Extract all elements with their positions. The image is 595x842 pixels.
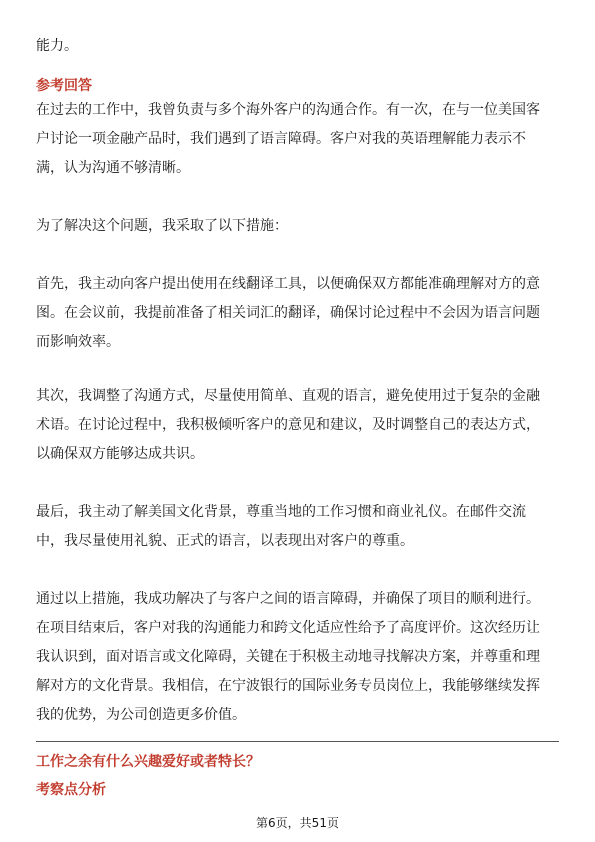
paragraph-1-line-3: 满，认为沟通不够清晰。: [36, 160, 190, 176]
paragraph-3-line-2: 图。在会议前，我提前准备了相关词汇的翻译，确保讨论过程中不会因为语言问题: [36, 305, 540, 321]
paragraph-3-line-1: 首先，我主动向客户提出使用在线翻译工具，以便确保双方都能准确理解对方的意: [36, 276, 540, 292]
paragraph-4-line-1: 其次，我调整了沟通方式，尽量使用简单、直观的语言，避免使用过于复杂的金融: [36, 388, 540, 404]
analysis-heading: 考察点分析: [36, 782, 106, 798]
answer-heading: 参考回答: [36, 78, 92, 94]
section-divider: [36, 741, 559, 742]
paragraph-4-line-3: 以确保双方能够达成共识。: [36, 446, 204, 462]
paragraph-4-line-2: 术语。在讨论过程中，我积极倾听客户的意见和建议，及时调整自己的表达方式，: [36, 417, 540, 433]
next-question-heading: 工作之余有什么兴趣爱好或者特长？: [36, 754, 260, 770]
paragraph-6-line-4: 解对方的文化背景。我相信，在宁波银行的国际业务专员岗位上，我能够继续发挥: [36, 678, 540, 694]
paragraph-3-line-3: 而影响效率。: [36, 334, 120, 350]
previous-text-tail: 能力。: [36, 38, 78, 54]
paragraph-6-line-5: 我的优势，为公司创造更多价值。: [36, 707, 246, 723]
paragraph-1-line-1: 在过去的工作中，我曾负责与多个海外客户的沟通合作。有一次，在与一位美国客: [36, 102, 540, 118]
page-footer: 第6页，共51页: [256, 816, 339, 830]
paragraph-6-line-3: 我认识到，面对语言或文化障碍，关键在于积极主动地寻找解决方案，并尊重和理: [36, 649, 540, 665]
paragraph-5-line-2: 中，我尽量使用礼貌、正式的语言，以表现出对客户的尊重。: [36, 533, 414, 549]
paragraph-6-line-2: 在项目结束后，客户对我的沟通能力和跨文化适应性给予了高度评价。这次经历让: [36, 620, 540, 636]
paragraph-6-line-1: 通过以上措施，我成功解决了与客户之间的语言障碍，并确保了项目的顺利进行。: [36, 591, 540, 607]
paragraph-2-line-1: 为了解决这个问题，我采取了以下措施：: [36, 218, 288, 234]
paragraph-5-line-1: 最后，我主动了解美国文化背景，尊重当地的工作习惯和商业礼仪。在邮件交流: [36, 504, 526, 520]
paragraph-1-line-2: 户讨论一项金融产品时，我们遇到了语言障碍。客户对我的英语理解能力表示不: [36, 131, 526, 147]
